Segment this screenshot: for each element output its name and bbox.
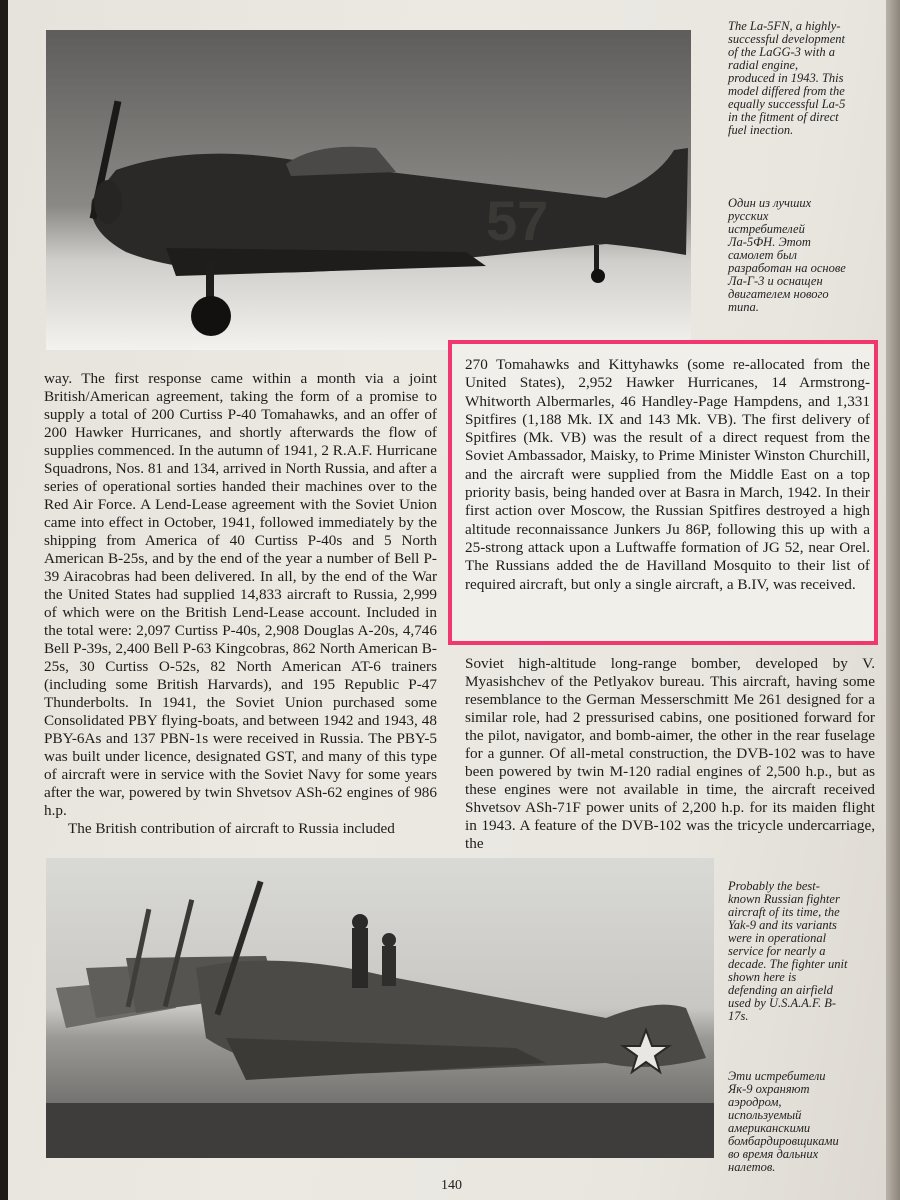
la5fn-photo [46, 30, 691, 350]
bottom-photo-caption-en: Probably the best-known Russian fighter aircraft of its time, the Yak-9 and its variants were in operational service for nearly a decade. The fighter unit shown here is defending an airfield used by U.S.A.A.F. B-17s. [728, 879, 848, 1023]
left-text-column [44, 370, 437, 838]
highlighted-paragraph: 270 Tomahawks and Kittyhawks (some re-allocated from the United States), 2,952 Hawker Hurricanes, 14 Armstrong-Whitworth Albermarles, 46 Handley-Page Hampdens, and 1,331 Spitfires (1,188 Mk. IX and 143 Mk. VB). The first delivery of Spitfires (Mk. VB) was the result of a direct request from the Soviet Ambassador, Maisky, to Prime Minister Winston Churchill, and the aircraft were supplied from the Middle East on a top priority basis, being handed over at Basra in March, 1942. In their first action over Moscow, the Russian Spitfires destroyed a high altitude reconnaissance Junkers Ju 86P, following this up with a 25-strong attack upon a Luftwaffe formation of JG 52, near Orel. The Russians added the de Havilland Mosquito to their list of required aircraft, but only a single aircraft, a B.IV, was received. [465, 356, 870, 593]
top-photo-caption-en: The La-5FN, a highly-successful development of the LaGG-3 with a radial engine, produced in 1943. This model differed from the equally successful La-5 in the fitment of direct fuel inection. [728, 19, 846, 137]
top-photo-caption-ru: Один из лучших русских истребителей Ла-5ФН. Этот самолет был разработан на основе Ла-Г-3 и оснащен двигателем нового типа. [728, 196, 846, 314]
bottom-photo-caption-ru: Эти истребители Як-9 охраняют аэродром, используемый американскими бомбардировщиками во время дальних налетов. [728, 1069, 839, 1174]
yak9-photo [46, 858, 714, 1158]
right-text-column: Soviet high-altitude long-range bomber, developed by V. Myasishchev of the Petlyakov bureau. This aircraft, having some resemblance to the German Messerschmitt Me 261 designed for a similar role, had 2 pressurised cabins, one positioned forward for the pilot, navigator, and bomb-aimer, the other in the rear fuselage for a gunner. Of all-metal construction, the DVB-102 was to have been powered by twin M-120 radial engines of 2,500 h.p., but as these engines were not available in time, the aircraft received Shvetsov ASh-71F power units of 2,200 h.p. for its maiden flight in 1943. A feature of the DVB-102 was the tricycle undercarriage, the [465, 655, 875, 852]
la5fn-illustration [46, 30, 691, 350]
book-page [8, 0, 900, 1200]
page-number: 140 [441, 1178, 462, 1193]
yak9-illustration [46, 858, 714, 1158]
left-paragraph-2: The British contribution of aircraft to Russia included [68, 820, 395, 837]
left-paragraph-1: way. The first response came within a month via a joint British/American agreement, taking the form of a promise to supply a total of 200 Curtiss P-40 Tomahawks, and an offer of 200 Hawker Hurricanes, and shortly afterwards the flow of supplies commenced. In the autumn of 1941, 2 R.A.F. Hurricane Squadrons, Nos. 81 and 134, arrived in North Russia, and after a series of operational sorties handed their machines over to the Red Air Force. A Lend-Lease agreement with the Soviet Union came into effect in October, 1941, followed immediately by the shipping from America of 40 Curtiss P-40s and 5 North American B-25s, and by the end of the year a number of Bell P-39 Airacobras had been delivered. In all, by the end of the War the United States had supplied 14,833 aircraft to Russia, 2,999 of which were on the British Lend-Lease account. Included in the total were: 2,097 Curtiss P-40s, 2,908 Douglas A-20s, 4,746 Bell P-39s, 2,400 Bell P-63 Kingcobras, 862 North American B-25s, 30 Curtiss O-52s, 82 North American AT-6 trainers (including some British Harvards), and 195 Republic P-47 Thunderbolts. In 1941, the Soviet Union purchased some Consolidated PBY flying-boats, and between 1942 and 1943, 48 PBY-6As and 137 PBN-1s were received in Russia. The PBY-5 was built under licence, designated GST, and many of this type of aircraft were in service with the Soviet Navy for some years after the war, powered by twin Shvetsov ASh-62 engines of 986 h.p. [44, 370, 437, 819]
page-edge [886, 0, 900, 1200]
aircraft-number-marking: 57 [486, 189, 549, 252]
